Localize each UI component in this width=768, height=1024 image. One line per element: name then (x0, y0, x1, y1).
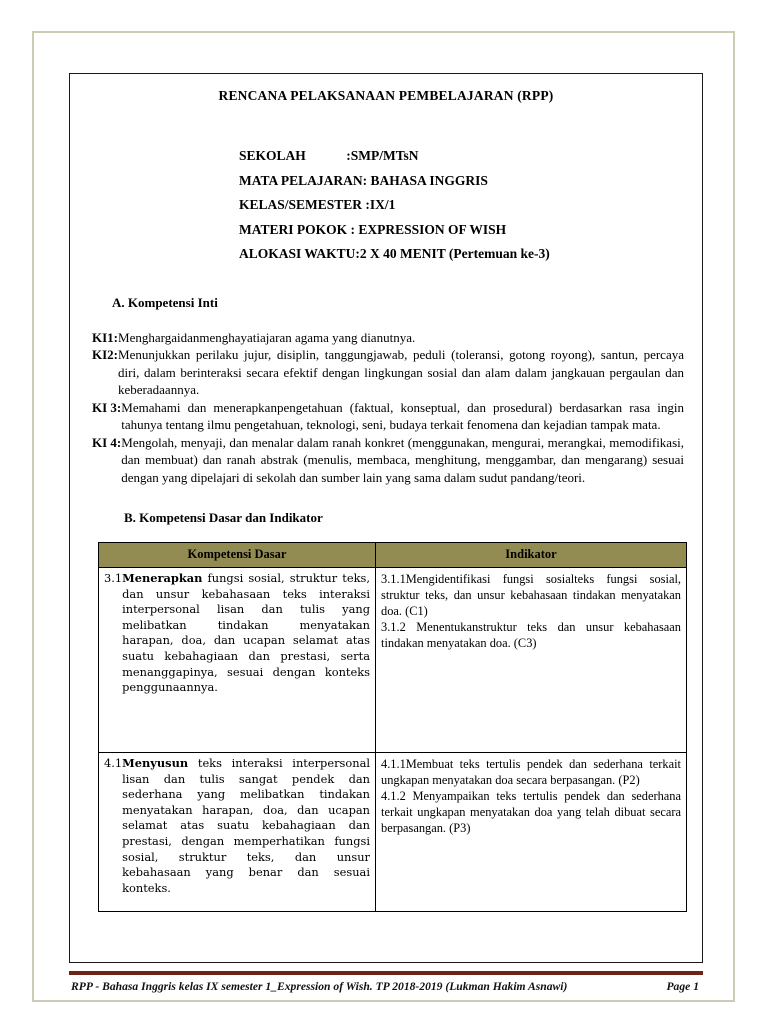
meta-line-materi-pokok: MATERI POKOK : EXPRESSION OF WISH (239, 221, 507, 237)
kompetensi-inti-list (92, 329, 684, 487)
ki4-key: KI 4 (92, 434, 117, 450)
column-header-kompetensi-dasar: Kompetensi Dasar (99, 543, 376, 568)
column-header-indikator: Indikator (376, 543, 687, 568)
kd-bold-4-1: Menyusun (122, 756, 189, 770)
document-body (70, 74, 702, 912)
indikator-4-1-1: 4.1.1Membuat teks tertulis pendek dan sederhana terkait ungkapan menyatakan doa secara berpasangan. (P2) (381, 757, 681, 787)
cell-kompetensi-dasar-3-1 (99, 568, 376, 753)
ki2-text: Menunjukkan perilaku jujur, disiplin, tanggungjawab, peduli (toleransi, gotong royong), santun, percaya diri, dalam berinteraksi secara efektif dengan lingkungan sosial dan alam dalam jangkauan pergaulan dan keberadaannya. (118, 347, 684, 397)
footer-text: RPP - Bahasa Inggris kelas IX semester 1_Expression of Wish. TP 2018-2019 (Lukman Hakim Asnawi) (71, 980, 568, 993)
section-heading-kompetensi-inti: A. Kompetensi Inti (112, 294, 218, 310)
ki4-separator: : (116, 434, 122, 450)
kd-text-4-1: teks interaksi interpersonal lisan dan tulis sangat pendek dan sederhana yang melibatkan tindakan menyatakan harapan, doa, dan ucapan selamat atas suatu kebahagiaan dan prestasi, dengan memperhatikan fungsi sosial, struktur teks, dan unsur kebahasaan yang benar dan sesuai konteks. (122, 756, 370, 895)
ki3-separator: : (116, 399, 122, 415)
table-row (99, 753, 687, 912)
cell-indikator-3-1 (376, 568, 687, 753)
indikator-3-1-1: 3.1.1Mengidentifikasi fungsi sosialteks fungsi sosial, struktur teks, dan unsur kebahasaan tindakan menyatakan doa. (C1) (381, 572, 681, 618)
meta-line-alokasi-waktu: ALOKASI WAKTU:2 X 40 MENIT (Pertemuan ke-3) (239, 246, 550, 261)
table-header-row (99, 543, 687, 568)
indikator-3-1-2: 3.1.2 Menentukanstruktur teks dan unsur kebahasaan tindakan menyatakan doa. (C3) (381, 620, 681, 650)
indikator-4-1-2: 4.1.2 Menyampaikan teks tertulis pendek dan sederhana terkait ungkapan menyatakan doa yang telah dibuat secara berpasangan. (P3) (381, 789, 681, 835)
ki2-key: KI2 (92, 347, 114, 362)
document-meta-block (239, 144, 688, 267)
cell-kompetensi-dasar-4-1 (99, 753, 376, 912)
page-footer (69, 971, 703, 993)
section-heading-kompetensi-dasar: B. Kompetensi Dasar dan Indikator (124, 510, 323, 525)
footer-row (69, 980, 703, 993)
kompetensi-inti-item-ki4 (92, 434, 684, 487)
kompetensi-dasar-indikator-table (98, 542, 687, 912)
page-title: RENCANA PELAKSANAAN PEMBELAJARAN (RPP) (218, 88, 554, 103)
ki1-key: KI1 (92, 329, 114, 345)
ki3-key: KI 3 (92, 399, 117, 415)
kompetensi-inti-item-ki3 (92, 399, 684, 434)
kd-number-4-1: 4.1 (104, 756, 123, 770)
cell-indikator-4-1 (376, 753, 687, 912)
page-frame (32, 31, 735, 1002)
kompetensi-inti-item-ki2 (92, 346, 684, 399)
table-row (99, 568, 687, 753)
meta-line-mata-pelajaran: MATA PELAJARAN: BAHASA INGGRIS (239, 172, 488, 188)
footer-divider (69, 971, 703, 975)
document-content-border (69, 73, 703, 963)
kd-number-3-1: 3.1 (104, 571, 123, 585)
ki4-text: Mengolah, menyaji, dan menalar dalam ranah konkret (menggunakan, mengurai, merangkai, memodifikasi, dan membuat) dan ranah abstrak (menulis, membaca, menghitung, menggambar, dan mengarang) sesuai dengan yang dipelajari di sekolah dan sumber lain yang sama dalam sudut pandang/teori. (121, 434, 684, 485)
ki1-separator: : (113, 329, 119, 345)
meta-line-kelas-semester: KELAS/SEMESTER :IX/1 (239, 197, 396, 212)
kd-bold-3-1: Menerapkan (122, 571, 203, 585)
ki3-text: Memahami dan menerapkanpengetahuan (faktual, konseptual, dan prosedural) berdasarkan rasa ingin tahunya tentang ilmu pengetahuan, teknologi, seni, budaya terkait fenomena dan kejadian tampak mata. (121, 399, 684, 432)
meta-line-sekolah: SEKOLAH :SMP/MTsN (239, 148, 419, 163)
kd-text-3-1: fungsi sosial, struktur teks, dan unsur kebahasaan teks interaksi interpersonal lisan dan tulis yang melibatkan tindakan menyatakan harapan, doa, dan ucapan selamat atas suatu kebahagiaan dan prestasi, serta menanggapinya, sesuai dengan konteks penggunaannya. (122, 571, 370, 695)
kompetensi-inti-item-ki1 (92, 329, 684, 347)
ki2-separator: : (113, 347, 119, 362)
footer-page-number: Page 1 (666, 980, 699, 993)
ki1-text: Menghargaidanmenghayatiajaran agama yang dianutnya. (118, 329, 416, 345)
